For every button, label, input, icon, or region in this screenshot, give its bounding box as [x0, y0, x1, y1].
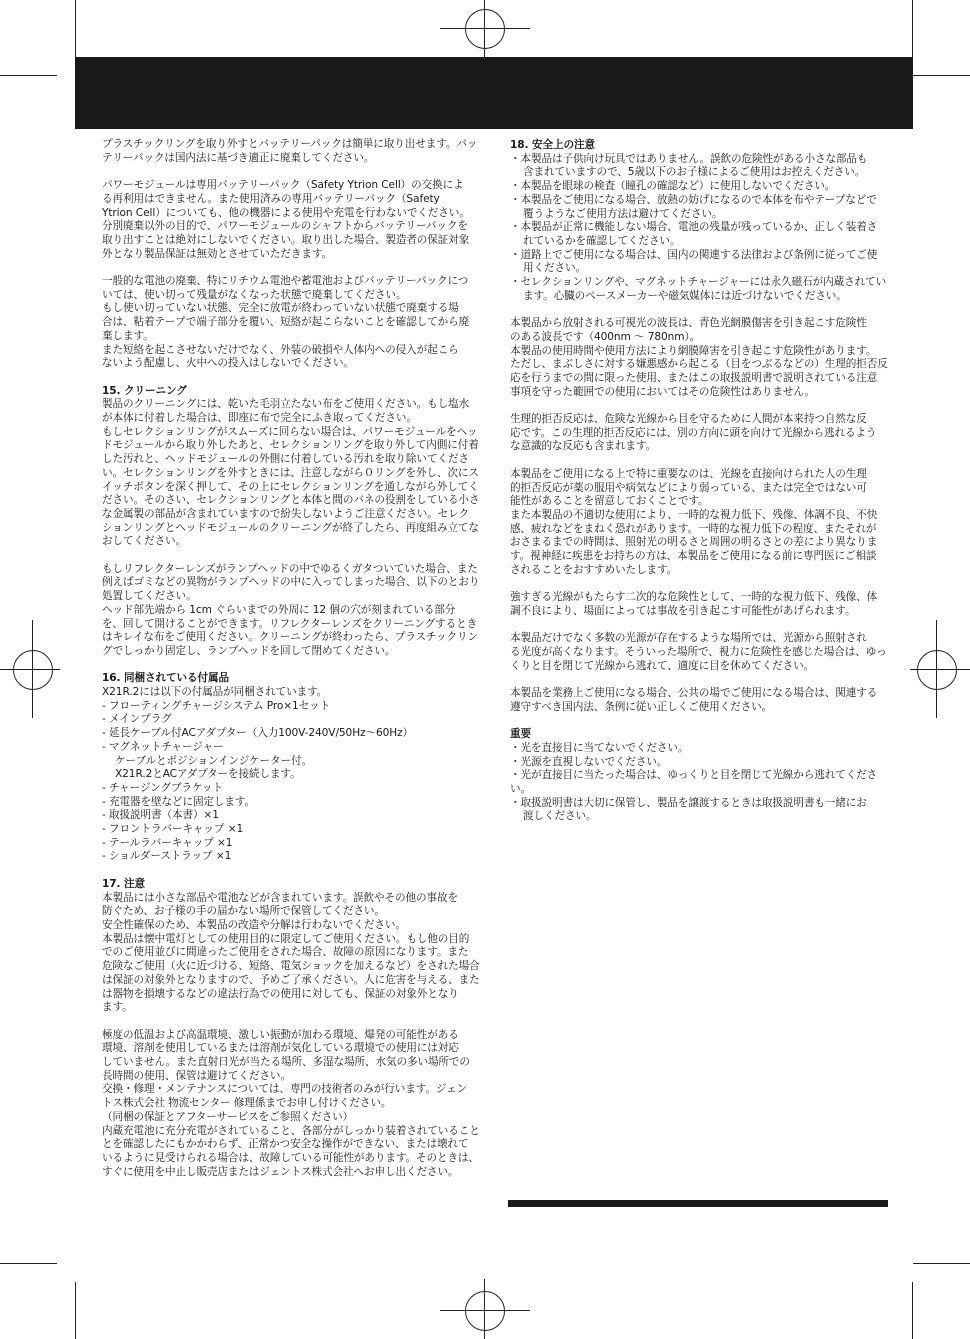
text-line: 本製品をご使用になる上で特に重要なのは、光線を直接向けられた人の生理: [510, 467, 867, 480]
list-item: ・本製品は子供向け玩具ではありません。誤飲の危険性がある小さな部品も: [510, 152, 868, 165]
list-item: - 延長ケーブル付ACアダプター（入力100V-240V/50Hz～60Hz）: [102, 727, 414, 740]
list-item: - 充電器を壁などに固定します。: [102, 795, 256, 808]
text-line: 的拒否反応が薬の服用や病気などにより弱っている、または完全ではない可: [510, 481, 867, 494]
list-item: 含まれていますので、5歳以下のお子様によるご使用はお控えください。: [523, 166, 866, 179]
footer-bar: [508, 1200, 888, 1207]
text-line: 応を行うまでの間に限った使用、またはこの取扱説明書で説明されている注意: [510, 371, 878, 384]
accessory-list: [102, 700, 482, 864]
text-line: 本製品だけでなく多数の光源が存在するような場所では、光源から照射され: [510, 632, 867, 645]
paragraph: [510, 468, 890, 578]
crop-mark: [75, 1282, 76, 1339]
list-item: ・本製品が正常に機能しない場合、電池の残量が残っているか、正しく装着さ: [510, 221, 878, 234]
registration-mark-icon: [484, 1279, 485, 1339]
paragraph: [510, 632, 890, 673]
text-line: 事項を守った範囲での使用においてはその危険性はありません。: [510, 385, 815, 398]
text-line: 調不良により、場面によっては事故を引き起こす可能性があげられます。: [510, 604, 856, 617]
section-caution: 17. 注意 本製品には小さな部品や電池などが含まれています。誤飲やその他の事故を 防ぐため、お子様の手の届かない場所で保管してください。 安全性確保のため、本製品の改造や分解は行わないでください。 本製品は懐中電灯としての使用目的に限定してご使用ください。もし他の目的 でのご使用並びに間違ったご使用をされた場合、故障の原因になります。また 危険なご使用（火に近づける、短絡、電気ショックを加えるなど）をされた場合 は保証の対象外となりますので、予めご了承ください。人に危害を与える、また は器物を損壊するなどの違法行為での使用に対しても、保証の対象外となり ます。: [102, 878, 482, 1015]
list-item: れているかを確認してください。: [523, 234, 681, 247]
header-bar: [75, 57, 913, 129]
text-line: る光度が高くなります。そういった場所で、視力に危険性を感じた場合は、ゆっ: [510, 645, 887, 658]
registration-mark-icon: [917, 650, 957, 690]
left-column: [102, 138, 482, 1193]
list-item: 用ください。: [523, 262, 586, 275]
list-item: ・本製品を眼球の検査（瞳孔の確認など）に使用しないでください。: [510, 180, 836, 193]
text-line: 生理的拒否反応は、危険な光線から目を守るために人間が本来持つ自然な反: [510, 413, 867, 426]
list-item: X21R.2とACアダプターを接続します。: [115, 768, 301, 781]
section-heading: 18. 安全上の注意: [510, 139, 596, 151]
registration-mark-icon: [465, 1291, 505, 1331]
crop-mark: [912, 0, 913, 57]
list-item: - マグネットチャージャー: [102, 740, 224, 753]
list-item: 渡しください。: [523, 810, 597, 823]
crop-mark: [75, 0, 76, 57]
text-line: 本製品の使用時間や使用方法により網膜障害を引き起こす危険性があります。: [510, 344, 877, 357]
paragraph: 極度の低温および高温環境、激しい振動が加わる環境、爆発の可能性がある 環境、溶剤を使用しているまたは溶剤が気化している環境での使用には対応 していません。また直射日光が当たる場所、多湿な場所、水気の多い場所での 長時間の使用、保管は避けてください。 交換・修理・メンテナンスについては、専門の技術者のみが行います。ジェン トス株式会社 物流センター 修理係までお申し付けください。 （同梱の保証とアフターサービスをご参照ください） 内蔵充電池に充分充電がされていること、各部分がしっかり装着されていること とを確認したにもかかわらず、正常かつ安全な操作ができない、または壊れて いるように見受けられる場合は、故障している可能性があります。そのときは、 すぐに使用を中止し販売店またはジェントス株式会社へお申し出ください。: [102, 1028, 480, 1178]
crop-mark: [912, 1282, 913, 1339]
paragraph: プラスチックリングを取り外すとバッテリーパックは簡単に取り出せます。バッ テリーパックは国内法に基づき適正に廃棄してください。: [102, 138, 478, 164]
list-item: - ショルダーストラップ ×1: [102, 850, 232, 863]
list-item: ます。心臓のペースメーカーや磁気媒体には近づけないでください。: [523, 289, 847, 302]
paragraph: [510, 413, 890, 454]
registration-mark-icon: [910, 669, 970, 670]
text-line: な意識的な反応も含まれます。: [510, 440, 657, 453]
list-item: - チャージングブラケット: [102, 781, 223, 794]
list-item: ・道路上でご使用になる場合は、国内の関連する法律および条例に従ってご使: [510, 248, 878, 261]
text-line: されることをおすすめいたします。: [510, 563, 678, 576]
list-item: ・光源を直視しないでください。: [510, 755, 668, 768]
registration-mark-icon: [484, 0, 485, 60]
text-line: 本製品を業務上ご使用になる場合、公共の場でご使用になる場合は、関連する: [510, 687, 878, 700]
list-item: ・光を直接目に当てないでください。: [510, 741, 689, 754]
paragraph: [510, 317, 890, 399]
text-line: おさまるまでの時間は、照射光の明るさと周囲の明るさとの差により異なりま: [510, 536, 878, 549]
registration-mark-icon: [0, 669, 60, 670]
crop-mark: [0, 75, 57, 76]
safety-paragraphs: [510, 317, 890, 714]
list-item: - テールラバーキャップ ×1: [102, 836, 233, 849]
list-item: 覆うようなご使用方法は避けてください。: [523, 207, 723, 220]
right-column: [510, 139, 890, 838]
text-line: す。視神経に疾患をお持ちの方は、本製品をご使用になる前に専門医にご相談: [510, 550, 877, 563]
text-line: のある波長です（400nm ～ 780nm）。: [510, 330, 701, 343]
bullet-list: [510, 742, 890, 824]
section-heading: 17. 注意: [102, 877, 146, 890]
text-line: 遵守すべき国内法、条例に従い正しくご使用ください。: [510, 700, 773, 713]
section-heading: 15. クリーニング: [102, 384, 187, 397]
paragraph: パワーモジュールは専用バッテリーパック（Safety Ytrion Cell）の交換によ る再利用はできません。また使用済みの専用バッテリーパック（Safety Ytrion Cell）についても、他の機器による使用や充電を行わないでください。 分別廃棄以外の目的で、パワーモジュールのシャフトからバッテリーパックを 取り出すことは絶対にしないでください。取り出した場合、製造者の保証対象 外となり製品保証は無効とさせていただきます。: [102, 179, 470, 260]
registration-mark-icon: [440, 1310, 530, 1311]
section-important: [510, 728, 890, 824]
text-line: 能性があることを留意しておくことです。: [510, 495, 709, 508]
list-item: ケーブルとポジションインジケーター付。: [115, 754, 312, 767]
text-line: また本製品の不適切な使用により、一時的な視力低下、残像、体調不良、不快: [510, 508, 878, 521]
registration-mark-icon: [465, 9, 505, 49]
text-line: くりと目を閉じて光線から逃れて、適度に目を休めてください。: [510, 659, 815, 672]
crop-mark: [0, 1263, 57, 1264]
paragraph: [510, 687, 890, 714]
crop-mark: [913, 1263, 970, 1264]
list-item: - 取扱説明書（本書）×1: [102, 809, 219, 822]
registration-mark-icon: [13, 650, 53, 690]
list-item: ・本製品をご使用になる場合、放熱の妨げになるので本体を布やテープなどで: [510, 193, 877, 206]
list-item: ・セレクションリングや、マグネットチャージャーには永久磁石が内蔵されてい: [510, 276, 887, 289]
text-line: ただし、まぶしさに対する嫌悪感から起こる（目をつぶるなどの）生理的拒否反: [510, 358, 888, 371]
paragraph: もしリフレクターレンズがランプヘッドの中でゆるくガタついていた場合、また 例えばゴミなどの異物がランプヘッドの中に入ってしまった場合、以下のとおり 処置してください。 ヘッド部先端から 1cm ぐらいまでの外周に 12 個の穴が刻まれている部分 を、回して開けることができます。リフレクターレンズをクリーニングするとき はキレイな布をご使用ください。クリーニングが終わったら、プラスチックリン グでしっかり固定し、ランプヘッドを回して閉めてください。: [102, 562, 480, 657]
text-line: 感、疲れなどをまねく恐れがあります。一時的な視力低下の程度、またそれが: [510, 522, 877, 535]
bullet-list: [510, 153, 890, 304]
paragraph: [510, 591, 890, 618]
list-item: ・光が直接目に当たった場合は、ゆっくりと目を閉じて光線から逃れてください。: [510, 769, 878, 795]
list-item: ・取扱説明書は大切に保管し、製品を譲渡するときは取扱説明書も一緒にお: [510, 796, 867, 809]
list-item: - メインプラグ: [102, 713, 172, 726]
list-item: - フローティングチャージシステム Pro×1セット: [102, 699, 331, 712]
registration-mark-icon: [440, 28, 530, 29]
crop-mark: [913, 75, 970, 76]
section-heading: 16. 同梱されている付属品: [102, 672, 229, 685]
section-accessories: 16. 同梱されている付属品 X21R.2には以下の付属品が同梱されています。 - フローティングチャージシステム Pro×1セット - メインプラグ - 延長ケーブル付ACアダプター（入力100V-240V/50Hz～60Hz） - マグネットチャージャー ケーブルとポジションインジケーター付。 X21R.2とACアダプターを接続します。 - チャージングブラケット - 充電器を壁などに固定します。 - 取扱説明書（本書）×1 - フロントラバーキャップ ×1 - テールラバーキャップ ×1 - ショルダーストラップ ×1: [102, 672, 482, 864]
text-line: 強すぎる光線がもたらす二次的な危険性として、一時的な視力低下、残像、体: [510, 591, 878, 604]
section-heading: 重要: [510, 728, 531, 741]
text-line: 本製品から放射される可視光の波長は、青色光網膜傷害を引き起こす危険性: [510, 317, 867, 330]
paragraph: 一般的な電池の廃棄、特にリチウム電池や蓄電池およびバッテリーパックにつ いては、使い切って残量がなくなった状態で廃棄してください。 もし使い切っていない状態、完全に放電が終わっていない状態で廃棄する場 合は、粘着テープで端子部分を覆い、短絡が起こらないことを確認してから廃 棄します。 また短絡を起こさせないだけでなく、外装の破損や人体内への侵入が起こら ないよう配慮し、火中への投入はしないでください。: [102, 275, 470, 370]
section-cleaning: 15. クリーニング 製品のクリーニングには、乾いた毛羽立たない布をご使用ください。もし塩水 が本体に付着した場合は、即座に布で完全にふき取ってください。 もしセレクションリングがスムーズに回らない場合は、パワーモジュールをヘッ ドモジュールから取り外したあと、セレクションリングを取り外して内側に付着 した汚れと、ヘッドモジュールの外側に付着している汚れを取り除いてくださ い。セレクションリングを外すときには、注意しながら０リングを外し、次にス イッチボタンを深く押して、その上にセレクションリングを通しながら外してく ださい。そのさい、セレクションリングと本体と間のバネの役割をしている小さ な金属製の部品が含まれていますので紛失しないようご注意ください。セレク ションリングとヘッドモジュールのクリーニングが終了したら、再度組み立てな おしてください。: [102, 385, 482, 549]
section-safety: [510, 139, 890, 303]
list-item: - フロントラバーキャップ ×1: [102, 823, 244, 836]
text-line: 応です。この生理的拒否反応には、別の方向に頭を向けて光線から逃れるよう: [510, 426, 877, 439]
